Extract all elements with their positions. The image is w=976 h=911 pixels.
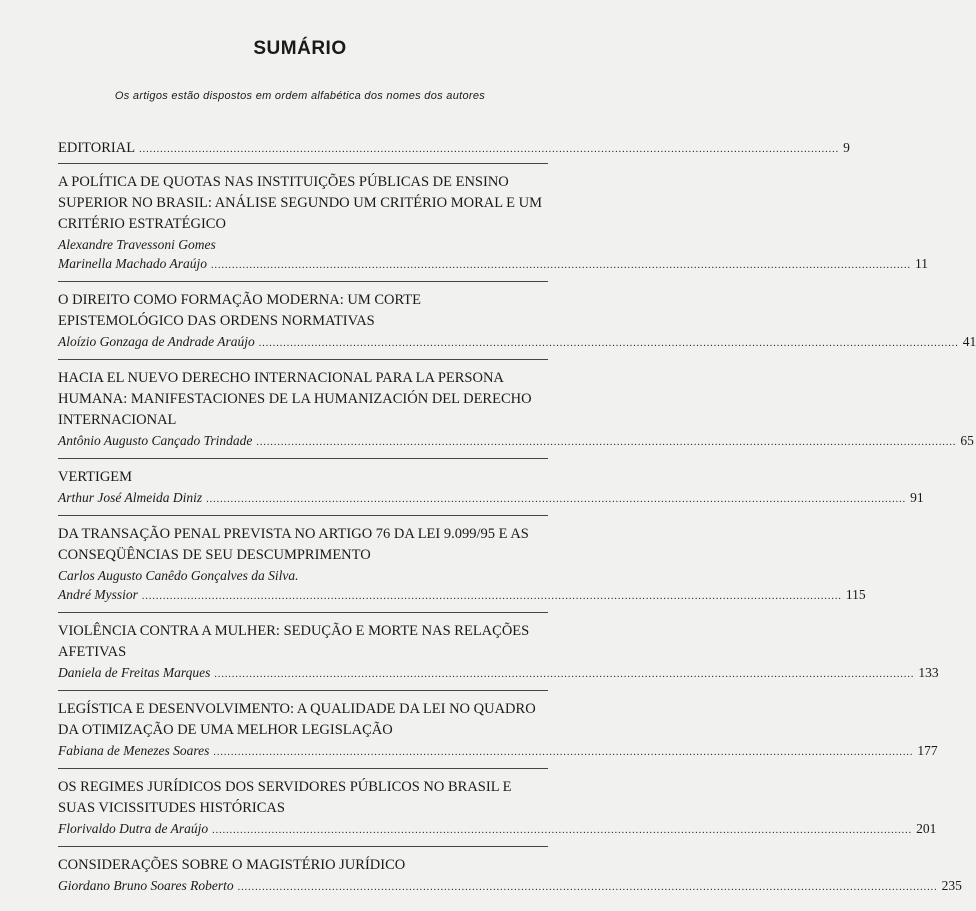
toc-entry[interactable]	[58, 290, 976, 360]
toc-entry[interactable]	[58, 524, 866, 613]
toc-entry-page: 41	[962, 334, 976, 349]
toc-entry-author: Marinella Machado Araújo	[58, 256, 207, 271]
toc-entry-author: Alexandre Travessoni Gomes	[58, 237, 216, 252]
toc-entry-author: Florivaldo Dutra de Araújo	[58, 821, 209, 836]
toc-entry[interactable]	[58, 140, 850, 164]
toc-entry-title: VERTIGEM	[58, 469, 133, 485]
toc-entry[interactable]	[58, 855, 962, 903]
toc-entry-title: O DIREITO COMO FORMAÇÃO MODERNA: UM CORTE EPISTEMOLÓGICO DAS ORDENS NORMATIVAS	[58, 292, 421, 329]
toc-entry-title: OS REGIMES JURÍDICOS DOS SERVIDORES PÚBLICOS NO BRASIL E SUAS VICISSITUDES HISTÓRICAS	[58, 779, 512, 816]
toc-entry[interactable]	[58, 621, 939, 691]
leader-dots: ........................................................................................................................................................................................................	[237, 882, 938, 893]
toc-entry-title: EDITORIAL	[58, 140, 136, 156]
toc-entry-author-row	[58, 741, 938, 762]
toc-entry-page: 133	[918, 665, 939, 680]
toc-entry-author-row	[58, 663, 939, 684]
toc-entry-page: 9	[843, 140, 850, 155]
toc-entry-title-row	[58, 140, 850, 157]
toc-entry[interactable]	[58, 777, 937, 847]
leader-dots: ........................................................................................................................................................................................................	[211, 260, 911, 271]
page-title: SUMÁRIO	[253, 38, 347, 59]
table-of-contents	[58, 140, 976, 911]
toc-entry-page: 11	[915, 256, 928, 271]
toc-entry[interactable]	[58, 467, 924, 516]
toc-entry-author: Fabiana de Menezes Soares	[58, 743, 210, 758]
toc-entry-author-row	[58, 254, 928, 275]
leader-dots: ........................................................................................................................................................................................................	[258, 338, 959, 349]
toc-entry[interactable]	[58, 368, 974, 459]
leader-dots: ........................................................................................................................................................................................................	[212, 825, 913, 836]
toc-entry-title: HACIA EL NUEVO DERECHO INTERNACIONAL PARA LA PERSONA HUMANA: MANIFESTACIONES DE LA HUMANIZACIÓN DEL DERECHO INTERNACIONAL	[58, 370, 532, 428]
toc-entry-author-row	[58, 819, 937, 840]
toc-entry-page: 115	[845, 587, 866, 602]
toc-entry-author: Arthur José Almeida Diniz	[58, 490, 203, 505]
leader-dots: ........................................................................................................................................................................................................	[213, 747, 914, 758]
toc-entry-author: Aloízio Gonzaga de Andrade Araújo	[58, 334, 255, 349]
toc-entry-author-row	[58, 431, 974, 452]
leader-dots: ........................................................................................................................................................................................................	[256, 437, 957, 448]
toc-entry-title: LEGÍSTICA E DESENVOLVIMENTO: A QUALIDADE DA LEI NO QUADRO DA OTIMIZAÇÃO DE UMA MELHOR LEGISLAÇÃO	[58, 701, 536, 738]
leader-dots: ........................................................................................................................................................................................................	[214, 669, 915, 680]
toc-entry-author: André Myssior	[58, 587, 138, 602]
toc-entry-author-row	[58, 585, 866, 606]
toc-entry[interactable]	[58, 699, 938, 769]
toc-entry-title: A POLÍTICA DE QUOTAS NAS INSTITUIÇÕES PÚBLICAS DE ENSINO SUPERIOR NO BRASIL: ANÁLISE SEGUNDO UM CRITÉRIO MORAL E UM CRITÉRIO ESTRATÉGICO	[58, 174, 543, 232]
toc-entry-page: 235	[941, 878, 962, 893]
toc-entry-author: Antônio Augusto Cançado Trindade	[58, 433, 253, 448]
toc-entry-page: 177	[917, 743, 938, 758]
toc-entry-author-row	[58, 488, 924, 509]
toc-entry-page: 65	[960, 433, 974, 448]
toc-entry[interactable]	[58, 172, 928, 282]
toc-entry-author: Daniela de Freitas Marques	[58, 665, 211, 680]
leader-dots: ........................................................................................................................................................................................................	[139, 144, 840, 155]
toc-entry-author-row	[58, 332, 976, 353]
toc-entry-page: 91	[910, 490, 924, 505]
toc-entry-author: Carlos Augusto Canêdo Gonçalves da Silva.	[58, 568, 299, 583]
toc-entry-title: CONSIDERAÇÕES SOBRE O MAGISTÉRIO JURÍDICO	[58, 857, 406, 873]
toc-entry-title: DA TRANSAÇÃO PENAL PREVISTA NO ARTIGO 76 DA LEI 9.099/95 E AS CONSEQÜÊNCIAS DE SEU DESCUMPRIMENTO	[58, 526, 529, 563]
toc-entry-author-row	[58, 876, 962, 897]
toc-entry-author: Giordano Bruno Soares Roberto	[58, 878, 234, 893]
leader-dots: ........................................................................................................................................................................................................	[141, 591, 842, 602]
toc-entry-page: 201	[916, 821, 937, 836]
toc-entry-title: VIOLÊNCIA CONTRA A MULHER: SEDUÇÃO E MORTE NAS RELAÇÕES AFETIVAS	[58, 623, 530, 660]
page-subtitle: Os artigos estão dispostos em ordem alfabética dos nomes dos autores	[114, 90, 486, 102]
leader-dots: ........................................................................................................................................................................................................	[206, 494, 907, 505]
